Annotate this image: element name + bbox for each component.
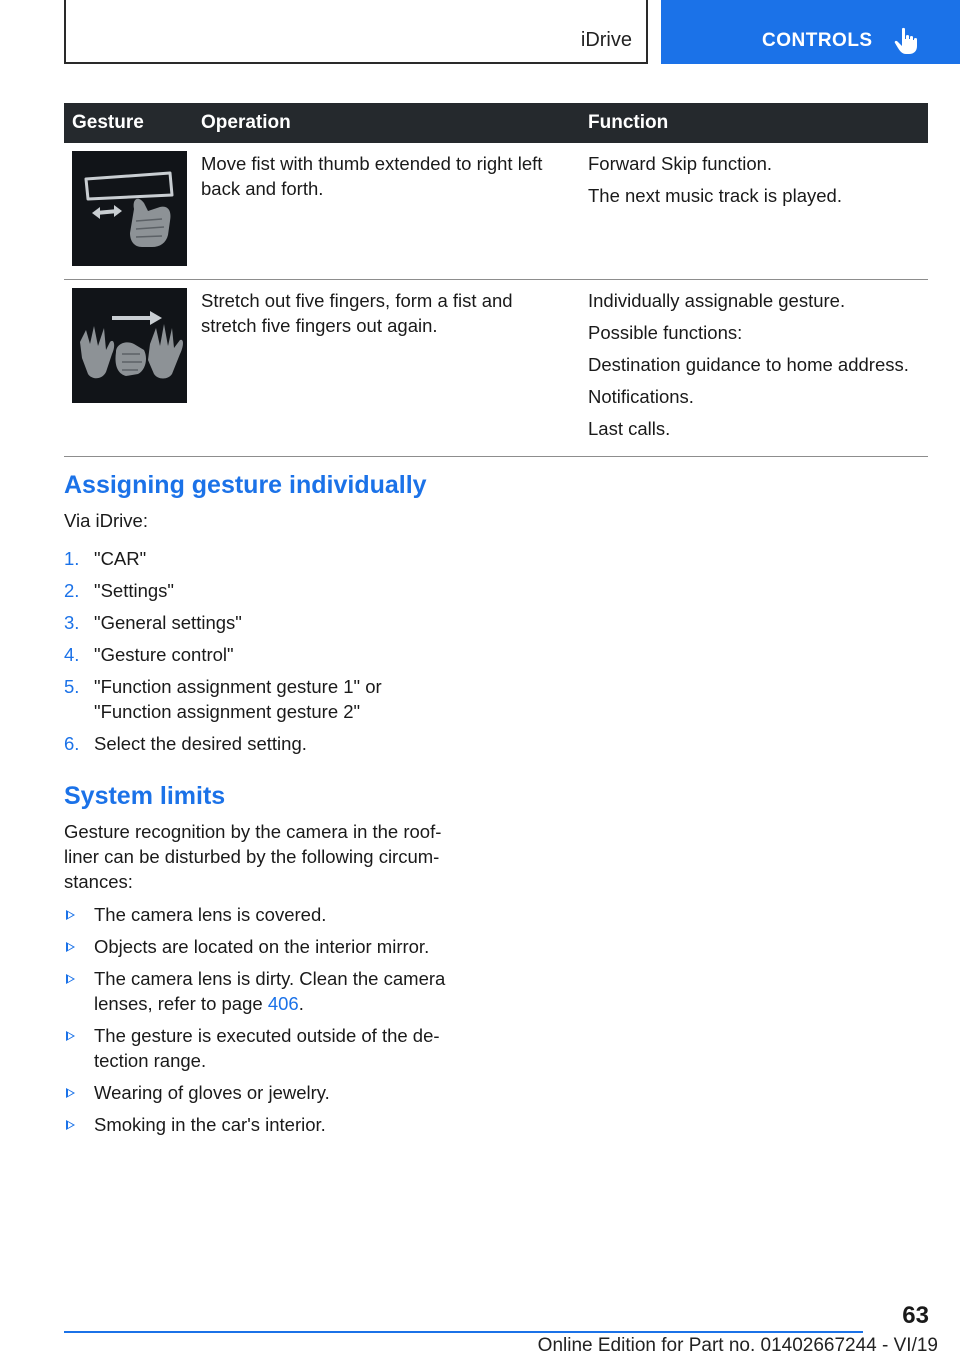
function-line: The next music track is played. bbox=[588, 185, 842, 206]
gesture-fist-open-icon bbox=[72, 288, 187, 403]
step-text: "CAR" bbox=[94, 548, 147, 569]
header-section-box bbox=[64, 0, 648, 64]
function-cell bbox=[580, 279, 928, 456]
table-row bbox=[64, 279, 928, 456]
list-item bbox=[64, 546, 464, 571]
bullet-text: Objects are located on the interior mirror. bbox=[94, 936, 430, 957]
step-text: "Settings" bbox=[94, 580, 174, 601]
limits-list bbox=[64, 902, 464, 1144]
limits-intro: Gesture recognition by the camera in the roof‐ liner can be disturbed by the following circum‐ stances: bbox=[64, 821, 442, 892]
triangle-bullet-icon bbox=[66, 1031, 75, 1041]
list-item bbox=[64, 578, 464, 603]
step-text: "Gesture control" bbox=[94, 644, 234, 665]
bullet-text: The gesture is executed outside of the de‐ tection range. bbox=[94, 1025, 440, 1071]
list-item bbox=[64, 1080, 464, 1105]
chapter-tab[interactable] bbox=[661, 0, 960, 64]
assigning-intro: Via iDrive: bbox=[64, 510, 148, 531]
footer-divider bbox=[64, 1331, 863, 1333]
chapter-title: CONTROLS bbox=[762, 30, 873, 51]
step-number: 1. bbox=[64, 548, 80, 569]
pointing-hand-icon bbox=[894, 27, 920, 55]
page-number: 63 bbox=[902, 1302, 929, 1329]
function-line: Individually assignable gesture. bbox=[588, 289, 846, 311]
function-line: Possible functions: bbox=[588, 321, 743, 343]
function-line: Forward Skip function. bbox=[588, 153, 773, 174]
column-header-function: Function bbox=[580, 103, 928, 143]
bullet-text: The camera lens is dirty. Clean the camera lenses, refer to page bbox=[94, 968, 446, 1014]
section-heading-assigning: Assigning gesture individually bbox=[64, 471, 427, 499]
triangle-bullet-icon bbox=[66, 910, 75, 920]
list-item bbox=[64, 674, 464, 724]
table-row bbox=[64, 143, 928, 279]
section-heading-system-limits: System limits bbox=[64, 782, 226, 810]
column-header-gesture: Gesture bbox=[64, 103, 193, 143]
column-header-operation: Operation bbox=[193, 103, 580, 143]
gesture-table bbox=[64, 103, 928, 457]
function-line: Destination guidance to home address. bbox=[588, 353, 909, 375]
list-item bbox=[64, 731, 464, 756]
list-item bbox=[64, 902, 464, 927]
bullet-text: The camera lens is covered. bbox=[94, 904, 327, 925]
triangle-bullet-icon bbox=[66, 1120, 75, 1130]
table-header-row bbox=[64, 103, 928, 143]
function-cell bbox=[580, 143, 928, 279]
list-item bbox=[64, 610, 464, 635]
section-title: iDrive bbox=[580, 29, 632, 51]
gesture-thumb-swipe-icon bbox=[72, 151, 187, 266]
bullet-text-end: . bbox=[298, 993, 304, 1014]
steps-list bbox=[64, 546, 464, 763]
step-text: "Function assignment gesture 1" or "Function assignment gesture 2" bbox=[94, 676, 382, 722]
step-text: "General settings" bbox=[94, 612, 242, 633]
page-reference-link[interactable]: 406 bbox=[267, 993, 299, 1014]
step-text: Select the desired setting. bbox=[94, 733, 307, 754]
function-line: Last calls. bbox=[588, 417, 671, 439]
operation-cell: Stretch out five fingers, form a fist and stretch five fingers out again. bbox=[193, 279, 580, 456]
list-item bbox=[64, 934, 464, 959]
list-item bbox=[64, 966, 464, 1016]
step-number: 5. bbox=[64, 676, 80, 697]
bullet-text: Wearing of gloves or jewelry. bbox=[94, 1082, 330, 1103]
triangle-bullet-icon bbox=[66, 974, 75, 984]
function-line: Notifications. bbox=[588, 385, 694, 407]
triangle-bullet-icon bbox=[66, 942, 75, 952]
step-number: 2. bbox=[64, 580, 80, 601]
footer-edition: Online Edition for Part no. 01402667244 - VI/19 bbox=[537, 1335, 938, 1356]
bullet-text: Smoking in the car's interior. bbox=[94, 1114, 326, 1135]
step-number: 3. bbox=[64, 612, 80, 633]
step-number: 6. bbox=[64, 733, 80, 754]
triangle-bullet-icon bbox=[66, 1088, 75, 1098]
list-item bbox=[64, 1112, 464, 1137]
list-item bbox=[64, 642, 464, 667]
step-number: 4. bbox=[64, 644, 80, 665]
list-item bbox=[64, 1023, 464, 1073]
operation-cell: Move fist with thumb extended to right left back and forth. bbox=[193, 143, 580, 279]
